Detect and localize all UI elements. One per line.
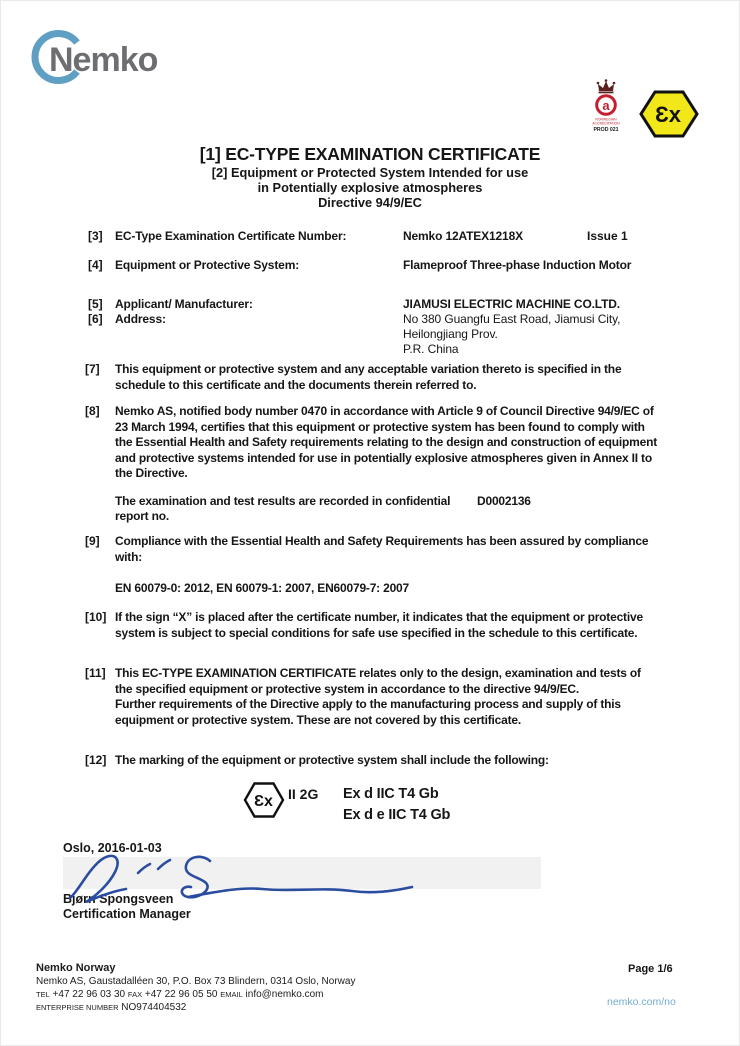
section-7-num: [7]	[85, 362, 100, 376]
equipment-label: Equipment or Protective System:	[115, 258, 300, 272]
address-label: Address:	[115, 312, 166, 326]
footer-enterprise-line	[36, 1001, 355, 1014]
marking-group: II 2G	[288, 786, 319, 802]
title-block	[0, 144, 740, 210]
paragraph-8-text: Nemko AS, notified body number 0470 in accordance with Article 9 of Council Directive 94/9/EC of 23 March 1994, certifies that this equipment or protective system has been found to comply with the Essential Health and Safety requirements relating to the design and construction of equipment and protective systems intended for use in potentially explosive atmospheres given in Annex II to the Directive.	[115, 404, 658, 480]
paragraph-11	[85, 666, 661, 728]
tel-value: +47 22 96 03 30	[52, 989, 126, 1000]
address-line-1: No 380 Guangfu East Road, Jiamusi City,	[403, 312, 621, 326]
certificate-number-label: EC-Type Examination Certificate Number:	[115, 229, 347, 243]
nemko-logo	[30, 27, 160, 87]
paragraph-7-text: This equipment or protective system and any acceptable variation thereto is specified in the schedule to this certificate and the documents therein referred to.	[115, 362, 622, 392]
address-line-3: P.R. China	[403, 342, 459, 356]
footer-company: Nemko Norway	[36, 962, 116, 974]
ex-marking-symbol: Ɛx	[254, 793, 273, 810]
issue-label: Issue 1	[587, 229, 628, 243]
nemko-website-link[interactable]: nemko.com/no	[607, 996, 676, 1008]
accreditation-prod: PROD 021	[593, 127, 619, 133]
paragraph-9-text: Compliance with the Essential Health and Safety Requirements has been assured by compliance with:	[115, 534, 649, 564]
footer-phone-line	[36, 988, 355, 1001]
paragraph-8	[85, 404, 661, 482]
paragraph-9	[85, 534, 661, 565]
atex-ex-icon	[638, 90, 700, 138]
footer-address: Nemko AS, Gaustadalléen 30, P.O. Box 73 Blindern, 0314 Oslo, Norway	[36, 976, 356, 987]
signer-name: Bjørn Spongsveen	[63, 892, 174, 906]
ex-badge-symbol: Ɛx	[654, 102, 682, 127]
section-3-num: [3]	[88, 229, 103, 243]
section-5-num: [5]	[88, 297, 103, 311]
report-results-text: The examination and test results are recorded in confidential	[115, 494, 451, 508]
enterprise-value: NO974404532	[121, 1002, 187, 1013]
certificate-directive: Directive 94/9/EC	[318, 195, 422, 210]
signer-role: Certification Manager	[63, 907, 191, 921]
section-12-num: [12]	[85, 753, 107, 767]
standards-list: EN 60079-0: 2012, EN 60079-1: 2007, EN60079-7: 2007	[115, 581, 410, 595]
signature-icon	[60, 846, 428, 910]
certificate-subtitle-2: in Potentially explosive atmospheres	[257, 180, 483, 195]
paragraph-10-text: If the sign “X” is placed after the certificate number, it indicates that the equipment or protective system is subject to special conditions for safe use specified in the schedule to this certificate.	[115, 610, 643, 640]
paragraph-10	[85, 610, 661, 641]
section-11-num: [11]	[85, 666, 106, 680]
section-4-num: [4]	[88, 258, 103, 272]
section-9-num: [9]	[85, 534, 100, 548]
address-value	[403, 312, 620, 357]
certificate-title: [1] EC-TYPE EXAMINATION CERTIFICATE	[199, 144, 541, 164]
equipment-value: Flameproof Three-phase Induction Motor	[403, 258, 632, 272]
paragraph-7	[85, 362, 661, 393]
marking-code-1: Ex d IIC T4 Gb	[343, 786, 439, 802]
section-10-num: [10]	[85, 610, 107, 624]
marking-code-2: Ex d e IIC T4 Gb	[343, 806, 451, 823]
report-no-label: report no.	[115, 509, 169, 523]
certificate-subtitle-1: [2] Equipment or Protected System Intended for use	[211, 165, 529, 180]
fax-value: +47 22 96 05 50	[144, 989, 218, 1000]
paragraph-12	[85, 753, 661, 769]
tel-label: TEL	[36, 990, 50, 999]
email-label: EMAIL	[220, 990, 243, 999]
report-number: D0002136	[477, 494, 531, 508]
logo-text: Nemko	[49, 41, 158, 79]
crown-icon	[597, 79, 616, 93]
paragraph-11-text-1: This EC-TYPE EXAMINATION CERTIFICATE relates only to the design, examination and tests of the specified equipment or protective system in accordance to the directive 94/9/EC.	[115, 666, 641, 696]
section-6-num: [6]	[88, 312, 103, 326]
accreditation-letter: a	[602, 98, 610, 113]
paragraph-11-text-2: Further requirements of the Directive apply to the manufacturing process and supply of this equipment or protective system. These are not covered by this certificate.	[115, 697, 621, 727]
ex-marking-icon	[243, 782, 285, 818]
paragraph-12-text: The marking of the equipment or protective system shall include the following:	[115, 753, 549, 767]
applicant-value: JIAMUSI ELECTRIC MACHINE CO.LTD.	[403, 297, 620, 311]
address-line-2: Heilongjiang Prov.	[403, 327, 498, 341]
accreditation-line1: NORWEGIAN	[595, 117, 617, 122]
accreditation-line2: ACCREDITATION	[592, 121, 620, 126]
enterprise-label: ENTERPRISE NUMBER	[36, 1003, 119, 1012]
place-and-date: Oslo, 2016-01-03	[63, 841, 162, 855]
marking-codes	[343, 784, 450, 825]
norwegian-accreditation-badge	[588, 79, 624, 135]
footer-contact-block	[36, 962, 355, 1014]
applicant-label: Applicant/ Manufacturer:	[115, 297, 253, 311]
certificate-number-value: Nemko 12ATEX1218X	[403, 229, 523, 243]
section-8-num: [8]	[85, 404, 100, 418]
page-number: Page 1/6	[628, 963, 673, 975]
fax-label: FAX	[127, 990, 143, 999]
email-value: info@nemko.com	[245, 989, 324, 1000]
